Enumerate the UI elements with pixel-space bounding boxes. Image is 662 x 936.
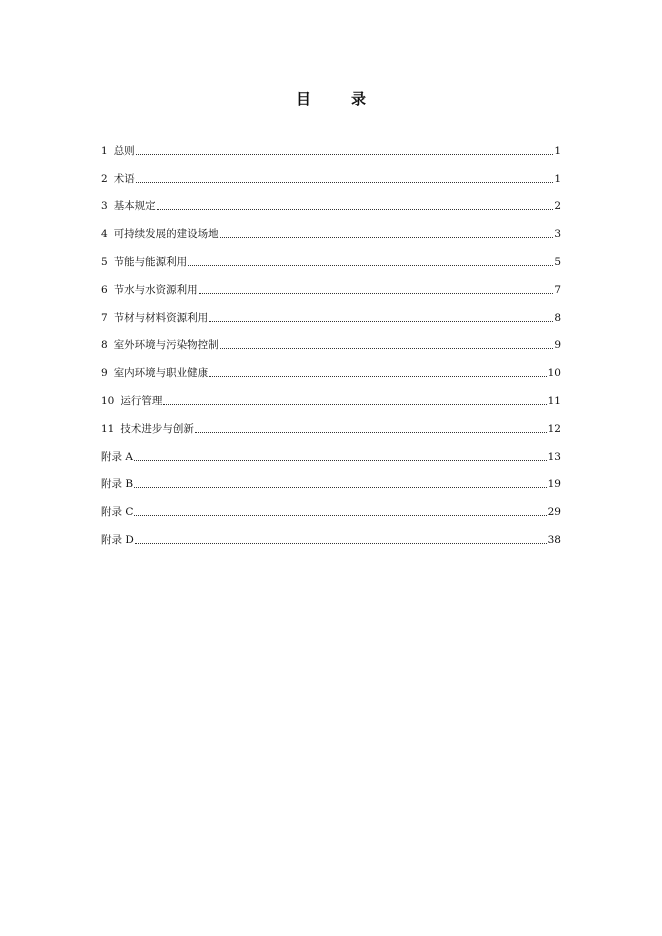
toc-entry-page-number: 10 — [547, 367, 561, 380]
toc-entry-label: 附录 D — [101, 533, 134, 546]
toc-entry-label: 附录 B — [101, 478, 134, 491]
toc-entry-number: 5 — [101, 255, 108, 268]
toc-dot-leader — [136, 154, 554, 155]
toc-entry-page-number: 8 — [554, 311, 561, 324]
toc-entry-number: 7 — [101, 311, 108, 324]
toc-entry[interactable] — [101, 354, 561, 382]
toc-entry-label: 技术进步与创新 — [120, 422, 194, 435]
toc-dot-leader — [134, 487, 547, 488]
toc-dot-leader — [163, 404, 546, 405]
toc-entry-page-number: 5 — [554, 255, 561, 268]
toc-dot-leader — [209, 376, 546, 377]
toc-entry-number: 2 — [101, 172, 108, 185]
toc-entry-page-number: 29 — [547, 506, 561, 519]
toc-entry-label: 节水与水资源利用 — [113, 283, 198, 296]
toc-entry[interactable] — [101, 438, 561, 466]
toc-entry[interactable] — [101, 410, 561, 438]
toc-entry-label: 节材与材料资源利用 — [113, 311, 209, 324]
toc-entry-label: 附录 A — [101, 450, 133, 463]
toc-entry[interactable] — [101, 271, 561, 299]
toc-entry-page-number: 19 — [547, 478, 561, 491]
toc-dot-leader — [135, 543, 547, 544]
toc-dot-leader — [195, 432, 547, 433]
toc-dot-leader — [136, 182, 554, 183]
toc-entry-label: 可持续发展的建设场地 — [113, 228, 219, 241]
toc-entry[interactable] — [101, 132, 561, 160]
toc-entry-label: 室内环境与职业健康 — [113, 367, 209, 380]
toc-entry-page-number: 1 — [554, 172, 561, 185]
toc-entry[interactable] — [101, 382, 561, 410]
toc-entry[interactable] — [101, 493, 561, 521]
toc-entry-page-number: 1 — [554, 144, 561, 157]
table-of-contents — [101, 132, 561, 549]
toc-entry-number: 8 — [101, 339, 108, 352]
toc-dot-leader — [134, 460, 547, 461]
toc-entry-number: 4 — [101, 228, 108, 241]
toc-entry[interactable] — [101, 215, 561, 243]
toc-dot-leader — [220, 237, 554, 238]
toc-entry-page-number: 7 — [554, 283, 561, 296]
toc-entry-number: 9 — [101, 367, 108, 380]
toc-entry-page-number: 38 — [547, 533, 561, 546]
toc-entry-label: 运行管理 — [120, 394, 163, 407]
toc-dot-leader — [188, 265, 553, 266]
toc-entry-label: 节能与能源利用 — [113, 255, 188, 268]
toc-entry[interactable] — [101, 243, 561, 271]
toc-entry[interactable] — [101, 327, 561, 355]
toc-dot-leader — [209, 321, 553, 322]
toc-entry-page-number: 2 — [554, 200, 561, 213]
toc-entry-page-number: 3 — [554, 228, 561, 241]
toc-entry[interactable] — [101, 299, 561, 327]
toc-entry[interactable] — [101, 188, 561, 216]
toc-dot-leader — [199, 293, 554, 294]
toc-dot-leader — [220, 348, 554, 349]
toc-entry-label: 附录 C — [101, 506, 134, 519]
toc-entry-page-number: 11 — [547, 394, 561, 407]
toc-dot-leader — [157, 209, 554, 210]
toc-entry[interactable] — [101, 466, 561, 494]
toc-dot-leader — [134, 515, 546, 516]
toc-entry-number: 1 — [101, 144, 108, 157]
toc-entry-number: 6 — [101, 283, 108, 296]
toc-entry-label: 术语 — [113, 172, 135, 185]
toc-title — [0, 88, 662, 109]
toc-title-char-1: 目 — [295, 90, 311, 108]
toc-title-char-2: 录 — [351, 90, 367, 108]
toc-entry[interactable] — [101, 521, 561, 549]
toc-entry-page-number: 12 — [547, 422, 561, 435]
toc-entry-page-number: 9 — [554, 339, 561, 352]
toc-entry-label: 总则 — [113, 144, 135, 157]
toc-entry-number: 10 — [101, 394, 115, 407]
toc-entry-number: 3 — [101, 200, 108, 213]
toc-entry-number: 11 — [101, 422, 115, 435]
toc-entry-page-number: 13 — [547, 450, 561, 463]
toc-entry-label: 基本规定 — [113, 200, 156, 213]
toc-entry-label: 室外环境与污染物控制 — [113, 339, 219, 352]
toc-entry[interactable] — [101, 160, 561, 188]
